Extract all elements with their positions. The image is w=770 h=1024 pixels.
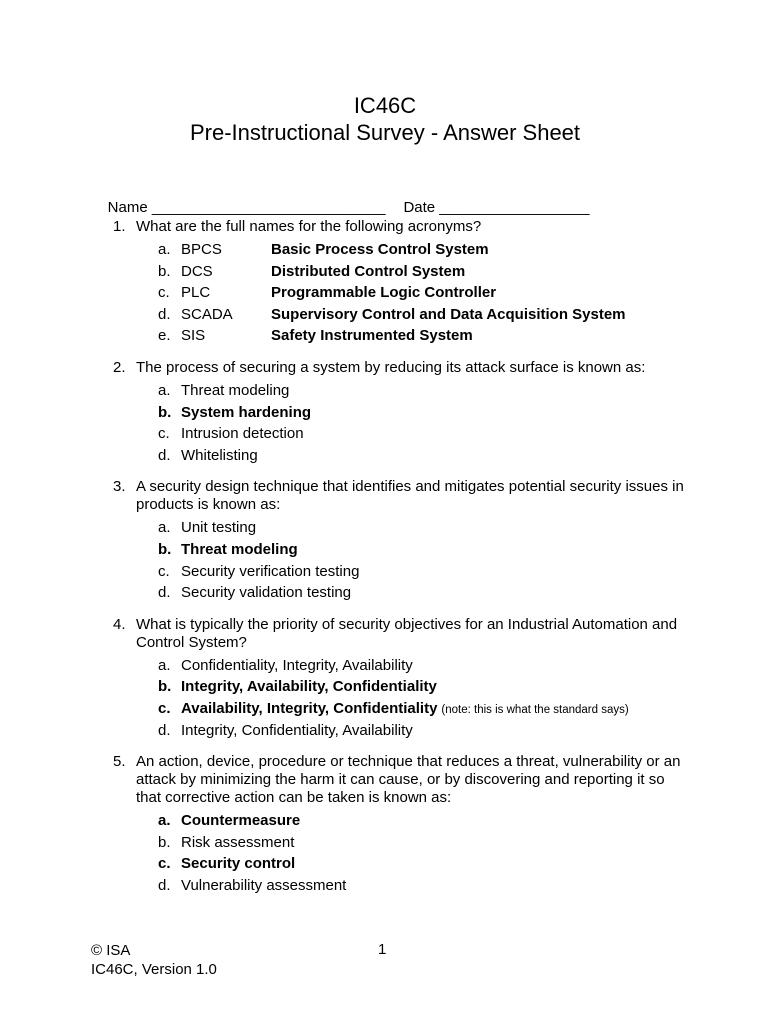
- option-letter: b.: [158, 678, 172, 696]
- acronym-abbr: SCADA: [181, 305, 233, 323]
- option-text: Threat modeling: [181, 540, 298, 558]
- answer-option: [136, 423, 691, 445]
- question-4: [91, 616, 691, 741]
- option-letter: c.: [158, 284, 170, 302]
- option-text: Intrusion detection: [181, 425, 304, 443]
- option-letter: a.: [158, 519, 171, 537]
- name-field[interactable]: Name ____________________________: [107, 199, 386, 216]
- answer-option-correct: [136, 853, 691, 875]
- question-number: 5.: [113, 753, 126, 771]
- date-field[interactable]: Date __________________: [403, 199, 590, 216]
- option-text: Countermeasure: [181, 812, 301, 830]
- answer-option-correct: [136, 810, 691, 832]
- answer-option: [136, 582, 691, 604]
- question-number: 4.: [113, 615, 126, 633]
- option-text: Availability, Integrity, Confidentiality: [181, 699, 438, 717]
- answer-option-correct: [136, 676, 691, 698]
- option-text: Security control: [181, 855, 296, 873]
- answer-option-correct: [136, 698, 691, 720]
- option-letter: c.: [158, 562, 170, 580]
- option-text: Confidentiality, Integrity, Availability: [181, 656, 413, 674]
- acronym-abbr: DCS: [181, 262, 213, 280]
- acronym-full-name: Basic Process Control System: [271, 241, 489, 258]
- option-text: Vulnerability assessment: [181, 876, 347, 894]
- option-text: Integrity, Confidentiality, Availability: [181, 721, 413, 739]
- answer-option: [136, 655, 691, 677]
- acronym-abbr: SIS: [181, 327, 206, 345]
- acronym-full-name: Distributed Control System: [271, 262, 466, 280]
- footer: [91, 941, 217, 979]
- survey-title: Pre-Instructional Survey - Answer Sheet: [189, 120, 581, 145]
- acronym-full-name: Safety Instrumented System: [271, 327, 473, 345]
- option-letter: b.: [158, 833, 171, 851]
- option-list: [136, 655, 691, 741]
- option-letter: d.: [158, 584, 171, 602]
- option-letter: a.: [158, 656, 171, 674]
- acronym-list: [136, 239, 691, 347]
- answer-option: [136, 875, 691, 897]
- document-title: [0, 92, 770, 146]
- option-letter: d.: [158, 446, 171, 464]
- option-list: [136, 810, 691, 896]
- answer-option: [136, 517, 691, 539]
- answer-option: [136, 561, 691, 583]
- question-2: [91, 359, 691, 466]
- answer-option: [136, 380, 691, 402]
- question-number: 3.: [113, 478, 126, 496]
- option-text: Integrity, Availability, Confidentiality: [181, 678, 437, 696]
- question-5: [91, 753, 691, 896]
- copyright: © ISA: [91, 942, 131, 959]
- acronym-full-name: Programmable Logic Controller: [271, 284, 497, 302]
- page-number: 1: [378, 941, 387, 958]
- acronym-item: [136, 282, 691, 304]
- option-letter: d.: [158, 876, 171, 894]
- option-text: System hardening: [181, 403, 312, 421]
- answer-option: [136, 832, 691, 854]
- option-letter: e.: [158, 327, 171, 345]
- question-text: What is typically the priority of security objectives for an Industrial Automation and Control System?: [136, 615, 678, 651]
- option-letter: a.: [158, 812, 171, 830]
- option-letter: d.: [158, 721, 171, 739]
- option-letter: d.: [158, 305, 171, 323]
- option-letter: c.: [158, 855, 171, 873]
- option-note: (note: this is what the standard says): [441, 703, 629, 716]
- option-letter: b.: [158, 540, 172, 558]
- question-text: What are the full names for the following acronyms?: [136, 218, 482, 235]
- question-3: [91, 478, 691, 603]
- option-letter: a.: [158, 241, 171, 258]
- answer-option-correct: [136, 539, 691, 561]
- option-letter: c.: [158, 425, 170, 443]
- version-label: IC46C, Version 1.0: [91, 961, 217, 978]
- question-list: [91, 218, 691, 896]
- acronym-item: [136, 304, 691, 326]
- acronym-abbr: BPCS: [181, 241, 222, 258]
- question-number: 2.: [113, 358, 126, 376]
- answer-option: [136, 720, 691, 742]
- option-list: [136, 380, 691, 466]
- acronym-item: [136, 261, 691, 283]
- question-text: The process of securing a system by reducing its attack surface is known as:: [136, 358, 646, 376]
- option-text: Whitelisting: [181, 446, 258, 464]
- course-code: IC46C: [353, 93, 417, 118]
- option-list: [136, 517, 691, 603]
- acronym-item: [136, 239, 691, 261]
- question-text: A security design technique that identifies and mitigates potential security issues in products is known as:: [136, 478, 684, 514]
- question-text: An action, device, procedure or technique that reduces a threat, vulnerability or an attack by minimizing the harm it can cause, or by discovering and reporting it so that corrective action can be taken is known as:: [136, 753, 681, 807]
- option-text: Risk assessment: [181, 833, 295, 851]
- option-text: Threat modeling: [181, 381, 290, 399]
- option-letter: a.: [158, 381, 171, 399]
- answer-option-correct: [136, 402, 691, 424]
- acronym-abbr: PLC: [181, 284, 211, 302]
- answer-option: [136, 445, 691, 467]
- option-letter: b.: [158, 262, 171, 280]
- option-letter: b.: [158, 403, 172, 421]
- option-text: Security validation testing: [181, 584, 352, 602]
- option-text: Security verification testing: [181, 562, 360, 580]
- option-text: Unit testing: [181, 519, 257, 537]
- acronym-full-name: Supervisory Control and Data Acquisition System: [271, 305, 626, 323]
- acronym-item: [136, 325, 691, 347]
- question-number: 1.: [113, 218, 126, 235]
- question-1: [91, 218, 691, 347]
- option-letter: c.: [158, 699, 171, 717]
